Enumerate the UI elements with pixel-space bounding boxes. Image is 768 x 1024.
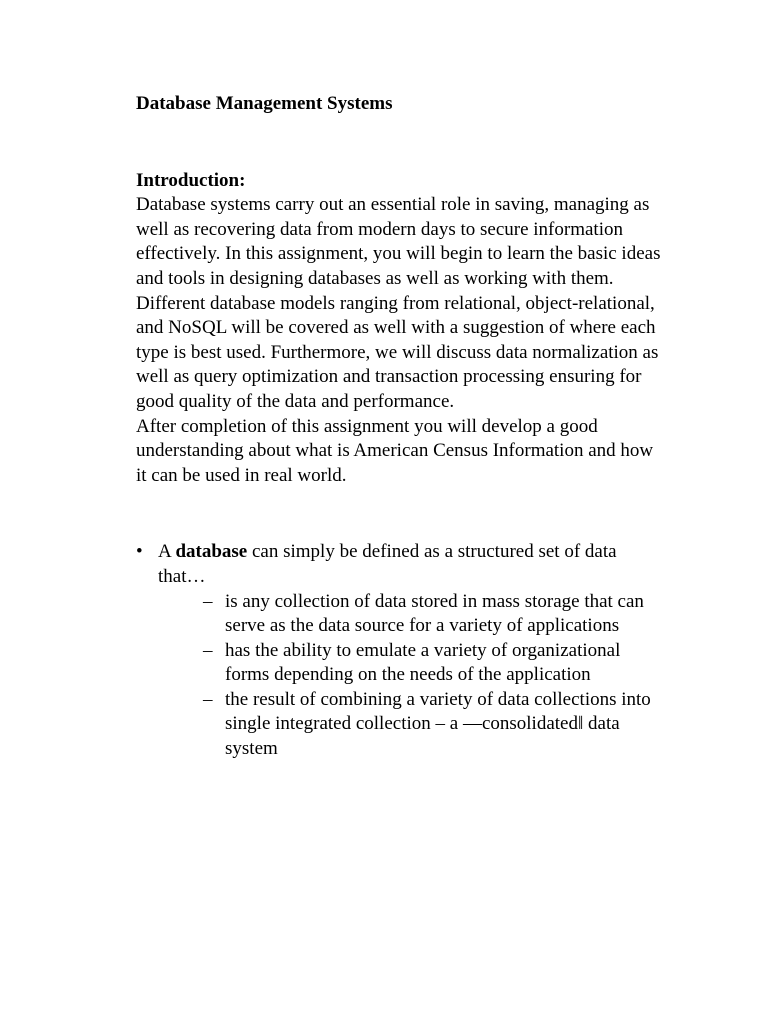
- bullet-prefix: A: [158, 541, 171, 563]
- sub-list-item: [203, 639, 666, 688]
- sub-list-item: [203, 688, 666, 762]
- intro-paragraph-3: After completion of this assignment you will develop a good understanding about what is American Census Information and how it can be used in real world.: [136, 415, 654, 486]
- document-page: [136, 92, 666, 762]
- bullet-term: database: [175, 541, 248, 563]
- bullet-marker: •: [136, 541, 143, 563]
- bullet-text: can simply be defined as a structured set of data that…: [158, 541, 617, 587]
- definition-list: [136, 540, 666, 761]
- introduction-heading: Introduction:: [136, 169, 246, 191]
- dash-marker: –: [203, 590, 213, 612]
- intro-paragraph-2: Different database models ranging from relational, object-relational, and NoSQL will be covered as well with a suggestion of where each type is best used. Furthermore, we will discuss data normalization as well as query optimization and transaction processing ensuring for good quality of the data and performance.: [136, 292, 659, 412]
- document-title: Database Management Systems: [136, 93, 393, 114]
- sub-list-item: [203, 590, 666, 639]
- dash-marker: –: [203, 639, 213, 661]
- definition-sublist: [158, 590, 666, 762]
- sub-item-text: is any collection of data stored in mass storage that can serve as the data source for a variety of applications: [225, 590, 644, 637]
- list-item: [136, 540, 666, 761]
- dash-marker: –: [203, 688, 213, 710]
- sub-item-text: has the ability to emulate a variety of organizational forms depending on the needs of the application: [225, 639, 621, 686]
- intro-paragraph-1: Database systems carry out an essential role in saving, managing as well as recovering data from modern days to secure information effectively. In this assignment, you will begin to learn the basic ideas and tools in designing databases as well as working with them.: [136, 194, 661, 289]
- sub-item-text: the result of combining a variety of data collections into single integrated collection – a ―consolidated‖ data system: [225, 688, 651, 760]
